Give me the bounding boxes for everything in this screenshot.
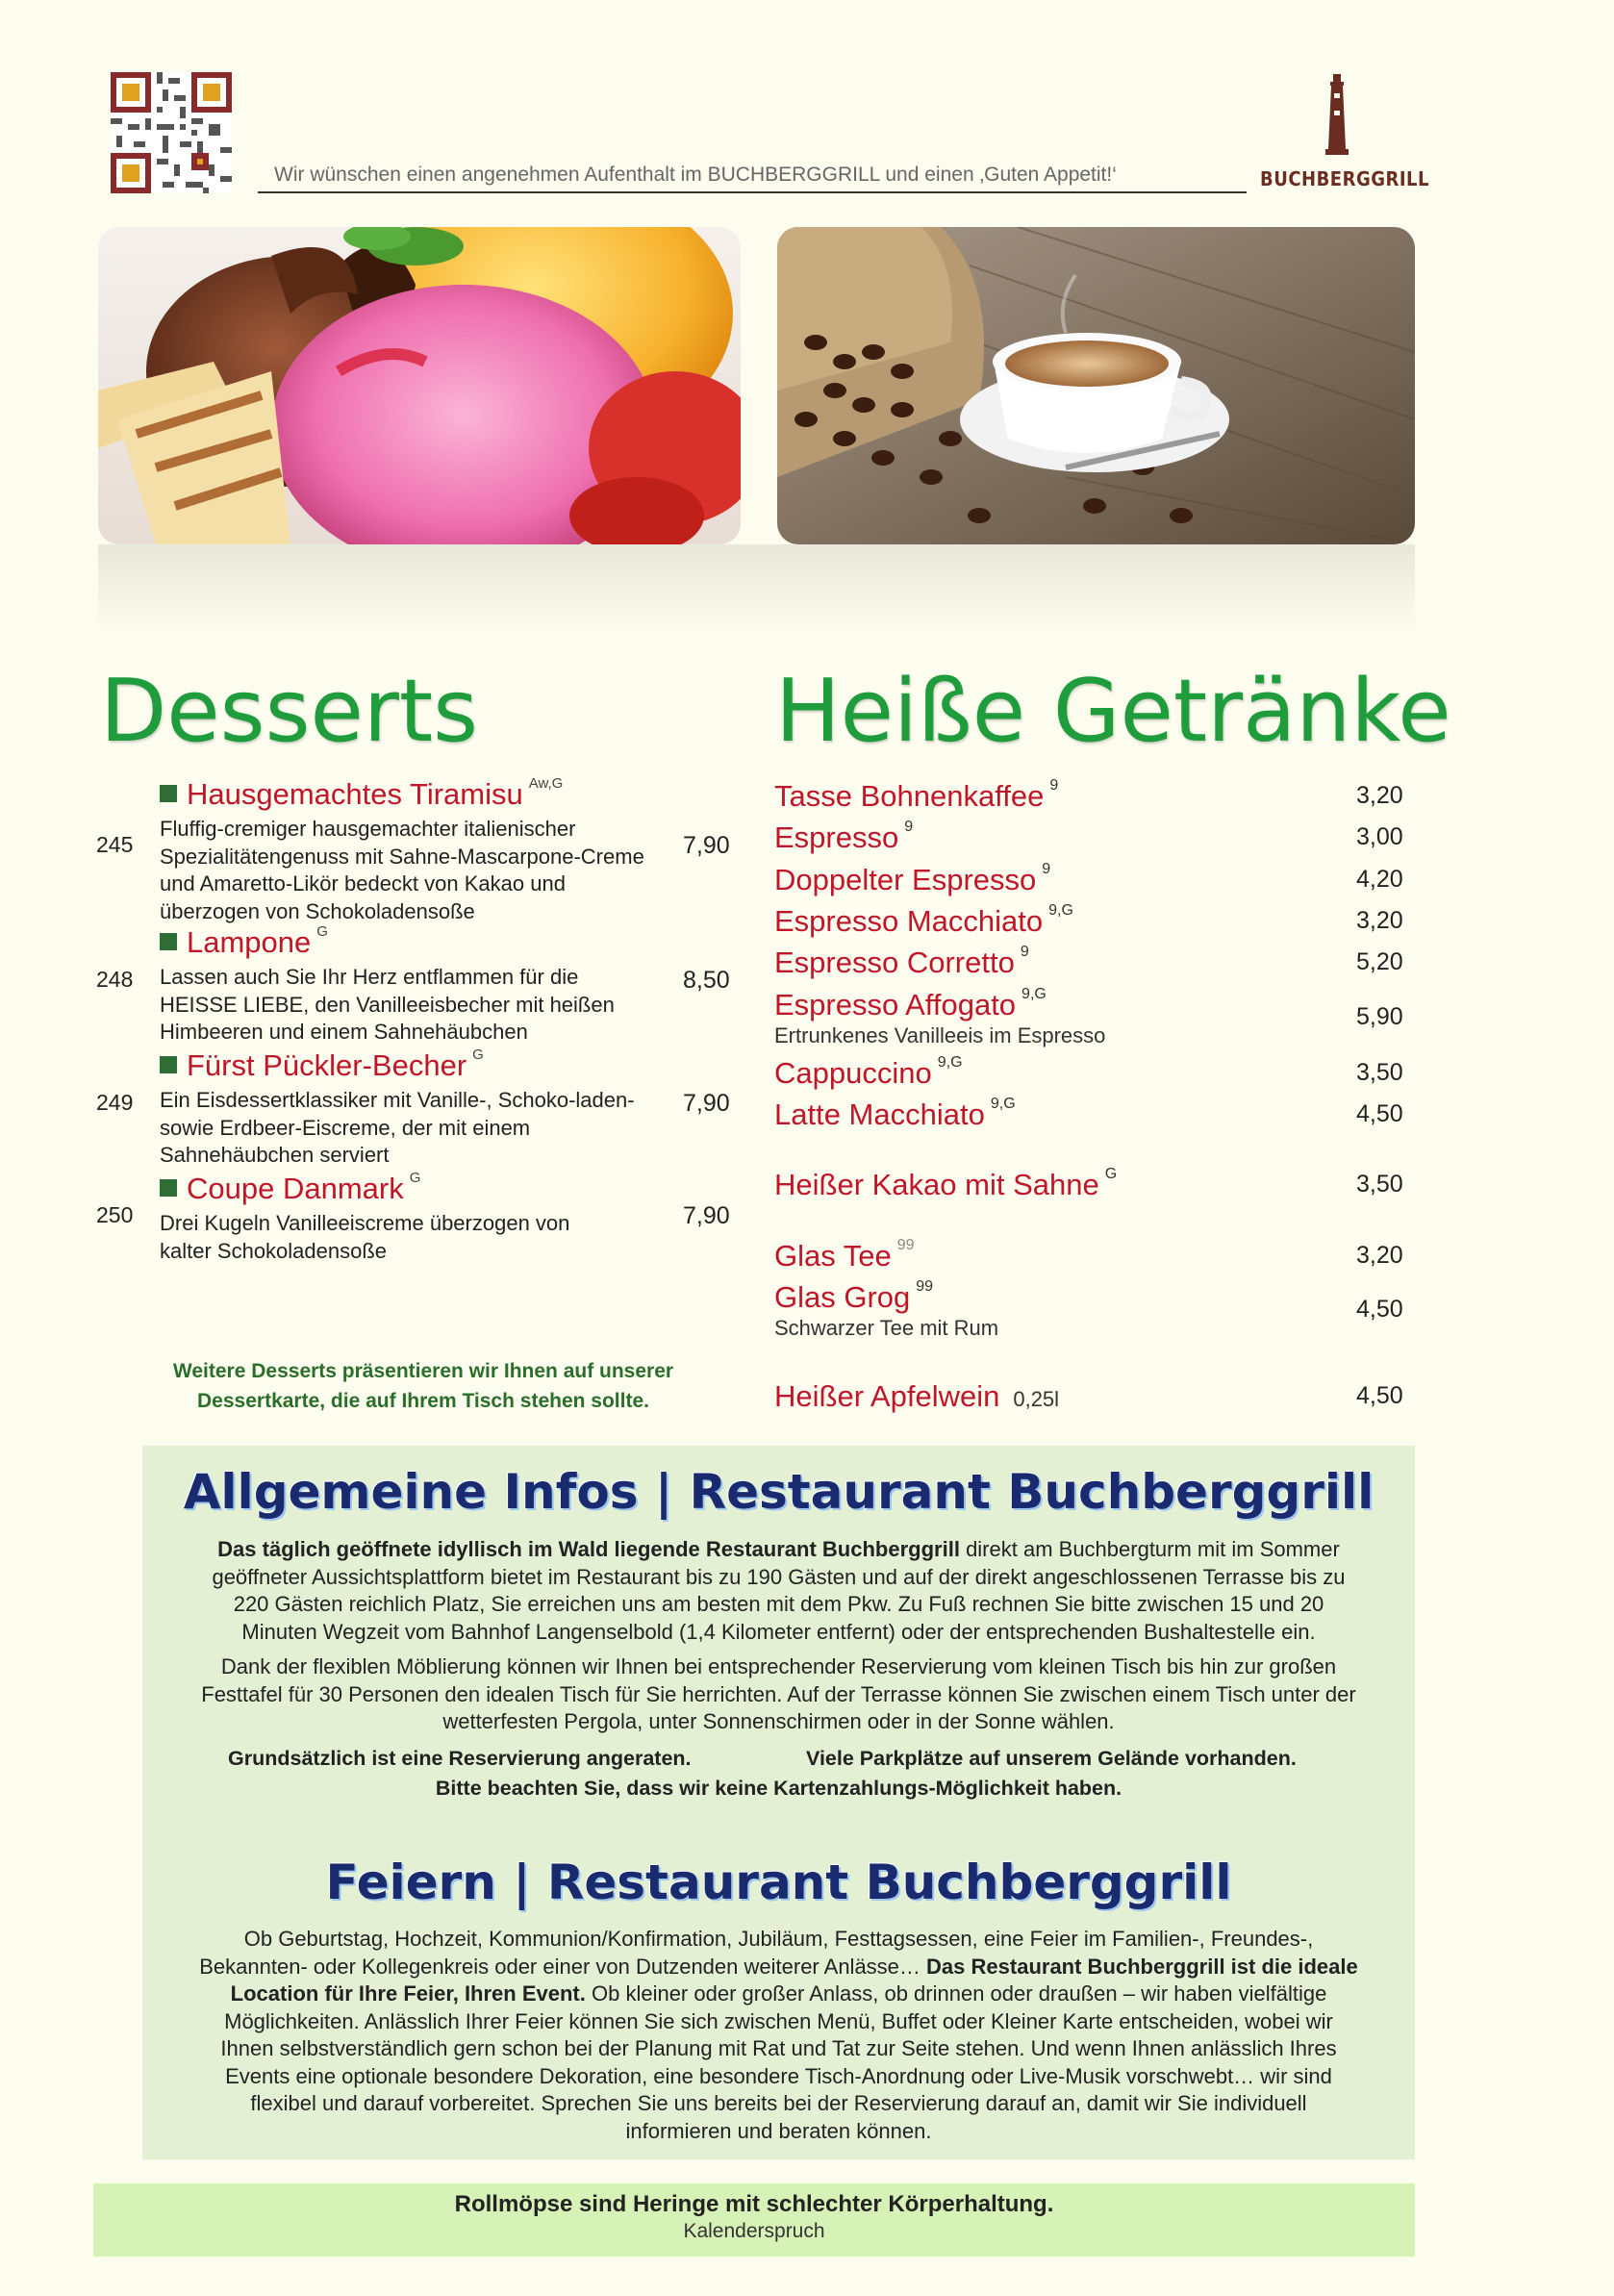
party-text: Events eine optionale besondere Dekoration, eine besondere Tisch-Anordnung oder Live-Musik vorschwebt… wir sind [225,2063,1332,2088]
drink-name-text: Espresso [774,820,899,854]
drink-price: 3,20 [1356,1242,1403,1269]
info-text: 220 Gästen reichlich Platz, Sie erreichen uns am besten mit dem Pkw. Zu Fuß rechnen Sie bitte zwischen 15 und 20 [233,1592,1324,1616]
info-bold-lead: Das täglich geöffnete idyllisch im Wald liegende Restaurant Buchberggrill [217,1537,960,1561]
header-divider [258,191,1247,193]
more-desserts-line: Weitere Desserts präsentieren wir Ihnen auf unserer [172,1360,674,1382]
quote-text: Rollmöpse sind Heringe mit schlechter Körperhaltung. [454,2191,1054,2217]
allergen-code: G [409,1170,421,1186]
allergen-code: 9,G [990,1096,1016,1112]
bullet-square-icon [160,933,177,950]
drink-name [774,1379,1059,1414]
info-text: Minuten Wegzeit vom Bahnhof Langenselbold (1,4 Kilometer entfernt) oder der entsprechenden Bushaltestelle ein. [241,1619,1316,1644]
coffee-photo [777,227,1415,544]
drink-price: 3,50 [1356,1171,1403,1198]
allergen-code: G [316,923,328,940]
drink-name-text: Heißer Apfelwein [774,1379,1000,1413]
party-heading: Feiern | Restaurant Buchberggrill [325,1854,1232,1910]
bullet-square-icon [160,1056,177,1073]
party-text: Bekannten- oder Kollegenkreis oder einer von Dutzenden weiterer Anlässe… [199,1954,920,1979]
allergen-code: 9 [1020,944,1029,960]
dessert-price: 8,50 [683,967,730,994]
allergen-code: 9 [904,819,914,835]
qr-code[interactable] [111,72,232,193]
drink-name [774,1168,1117,1202]
quote-source: Kalenderspruch [683,2220,825,2242]
dessert-item [96,775,741,923]
allergen-code: G [472,1047,484,1063]
hot-drinks-heading: Heiße Getränke [775,661,1451,762]
drink-name [774,779,1058,814]
drink-price: 4,20 [1356,866,1403,893]
drink-name [774,946,1029,980]
drink-price: 5,20 [1356,948,1403,975]
drink-name-text: Doppelter Espresso [774,863,1037,896]
allergen-code: 9 [1042,861,1051,877]
drink-name [774,863,1050,897]
drink-price: 5,90 [1356,1003,1403,1030]
drink-name [774,1098,1016,1132]
reservation-note: Grundsätzlich ist eine Reservierung angeraten. [228,1747,692,1770]
drink-description: Schwarzer Tee mit Rum [774,1316,999,1340]
dessert-price: 7,90 [683,1202,730,1229]
info-heading: Allgemeine Infos | Restaurant Buchberggrill [183,1464,1374,1520]
dessert-number: 249 [96,1090,134,1115]
drink-name [774,1239,915,1274]
party-bold: Location für Ihre Feier, Ihren Event. [230,1981,586,2006]
dessert-name: Fürst Pückler-Becher [187,1048,467,1082]
drink-name [774,1280,933,1315]
info-text: geöffneter Aussichtsplattform bietet im Restaurant bis zu 190 Gästen und auf der direkt angeschlossenen Terrasse bis zu [212,1564,1346,1589]
allergen-code: 99 [896,1237,915,1253]
more-desserts-line: Dessertkarte, die auf Ihrem Tisch stehen sollte. [197,1390,649,1412]
more-desserts-note [144,1356,702,1416]
dessert-item [96,923,741,1044]
dessert-name: Hausgemachtes Tiramisu [187,777,523,811]
parking-note: Viele Parkplätze auf unserem Gelände vorhanden. [806,1747,1297,1770]
drink-price: 3,00 [1356,823,1403,850]
party-text: flexibel und darauf vorbereitet. Sprechen Sie uns bereits bei der Reservierung darauf an, damit wir Sie individuell [250,2091,1307,2115]
dessert-description: Drei Kugeln Vanilleeiscreme überzogen von kalter Schokoladensoße [160,1211,570,1263]
drink-name-text: Espresso Corretto [774,946,1015,979]
quote-banner [93,2183,1415,2257]
drink-description: Ertrunkenes Vanilleeis im Espresso [774,1023,1106,1047]
bullet-square-icon [160,785,177,802]
drink-price: 4,50 [1356,1100,1403,1127]
drink-name-text: Latte Macchiato [774,1098,985,1131]
tower-icon [1318,72,1356,159]
logo-text: BUCHBERGGRILL [1260,167,1429,190]
party-bold: Das Restaurant Buchberggrill ist die ideale [926,1954,1358,1979]
party-text: Ihnen selbstverständlich gern schon bei der Planung mit Rat und Tat zur Seite stehen. Und wenn Ihnen anlässlich Ihres [220,2036,1337,2060]
dessert-item [96,1170,741,1268]
dessert-name: Coupe Danmark [187,1172,404,1205]
info-text: wetterfesten Pergola, unter Sonnenschirmen oder in der Sonne wählen. [442,1709,1115,1733]
info-paragraph [142,1653,1415,1736]
drink-name [774,904,1073,939]
party-paragraph [142,1926,1415,2145]
allergen-code: 9,G [1048,902,1073,919]
dessert-number: 250 [96,1202,134,1227]
allergen-code: 9,G [937,1054,963,1071]
drink-name [774,820,913,855]
allergen-code: 99 [916,1278,934,1295]
drink-volume: 0,25l [1013,1387,1060,1411]
allergen-code: Aw,G [528,775,564,792]
photo-reflection [98,544,1415,631]
desserts-heading: Desserts [100,661,479,762]
dessert-number: 248 [96,967,134,992]
party-text: Möglichkeiten. Anlässlich Ihrer Feier können Sie sich zwischen Menü, Buffet oder Kleiner Karte entscheiden, wobei wir [224,2008,1333,2033]
payment-note [142,1775,1415,1803]
dessert-description: Ein Eisdessertklassiker mit Vanille-, Schoko-laden- sowie Erdbeer-Eiscreme, der mit einem Sahnehäubchen serviert [160,1088,635,1167]
drink-name [774,988,1047,1022]
dessert-description: Fluffig-cremiger hausgemachter italienischer Spezialitätengenuss mit Sahne-Mascarpone-Creme und Amaretto-Likör bedeckt von Kakao und überzogen von Schokoladensoße [160,817,644,923]
party-text: Ob Geburtstag, Hochzeit, Kommunion/Konfirmation, Jubiläum, Festtagsessen, eine Feier im Familien-, Freundes-, [243,1927,1314,1951]
buchberggrill-logo [1260,72,1429,192]
drink-name-text: Espresso Macchiato [774,904,1044,938]
info-text: Festtafel für 30 Personen den idealen Tisch für Sie herrichten. Auf der Terrasse können Sie zwischen einem Tisch unter der [201,1681,1356,1706]
party-text: informieren und beraten können. [625,2118,932,2143]
dessert-price: 7,90 [683,1090,730,1117]
drink-price: 3,50 [1356,1059,1403,1086]
dessert-price: 7,90 [683,832,730,859]
info-text: Dank der flexiblen Möblierung können wir Ihnen bei entsprechender Reservierung vom kleinen Tisch bis hin zur großen [220,1654,1337,1678]
allergen-code: G [1104,1166,1118,1182]
info-text: direkt am Buchbergturm mit im Sommer [966,1537,1340,1561]
drink-name-text: Heißer Kakao mit Sahne [774,1168,1099,1201]
dessert-item [96,1047,741,1167]
drink-name-text: Cappuccino [774,1056,932,1090]
payment-note-text: Bitte beachten Sie, dass wir keine Kartenzahlungs-Möglichkeit haben. [435,1777,1122,1800]
welcome-tagline: Wir wünschen einen angenehmen Aufenthalt im BUCHBERGGRILL und einen ‚Guten Appetit!‘ [274,164,1117,186]
drink-name-text: Glas Tee [774,1239,892,1273]
allergen-code: 9,G [1021,986,1047,1002]
party-text: Ob kleiner oder großer Anlass, ob drinnen oder draußen – wir haben vielfältige [591,1981,1327,2006]
drink-price: 3,20 [1356,782,1403,809]
drink-price: 4,50 [1356,1296,1403,1323]
drink-name-text: Tasse Bohnenkaffee [774,779,1045,813]
drink-name-text: Espresso Affogato [774,988,1017,1022]
bullet-square-icon [160,1179,177,1197]
info-paragraph [142,1536,1415,1646]
dessert-name: Lampone [187,925,312,959]
drink-name-text: Glas Grog [774,1280,911,1314]
allergen-code: 9 [1049,777,1059,794]
drink-price: 3,20 [1356,907,1403,934]
dessert-number: 245 [96,832,134,857]
ice-cream-photo [98,227,741,544]
dessert-description: Lassen auch Sie Ihr Herz entflammen für die HEISSE LIEBE, den Vanilleeisbecher mit heißen Himbeeren und einem Sahnehäubchen [160,965,615,1044]
drink-price: 4,50 [1356,1382,1403,1409]
drink-name [774,1056,963,1091]
